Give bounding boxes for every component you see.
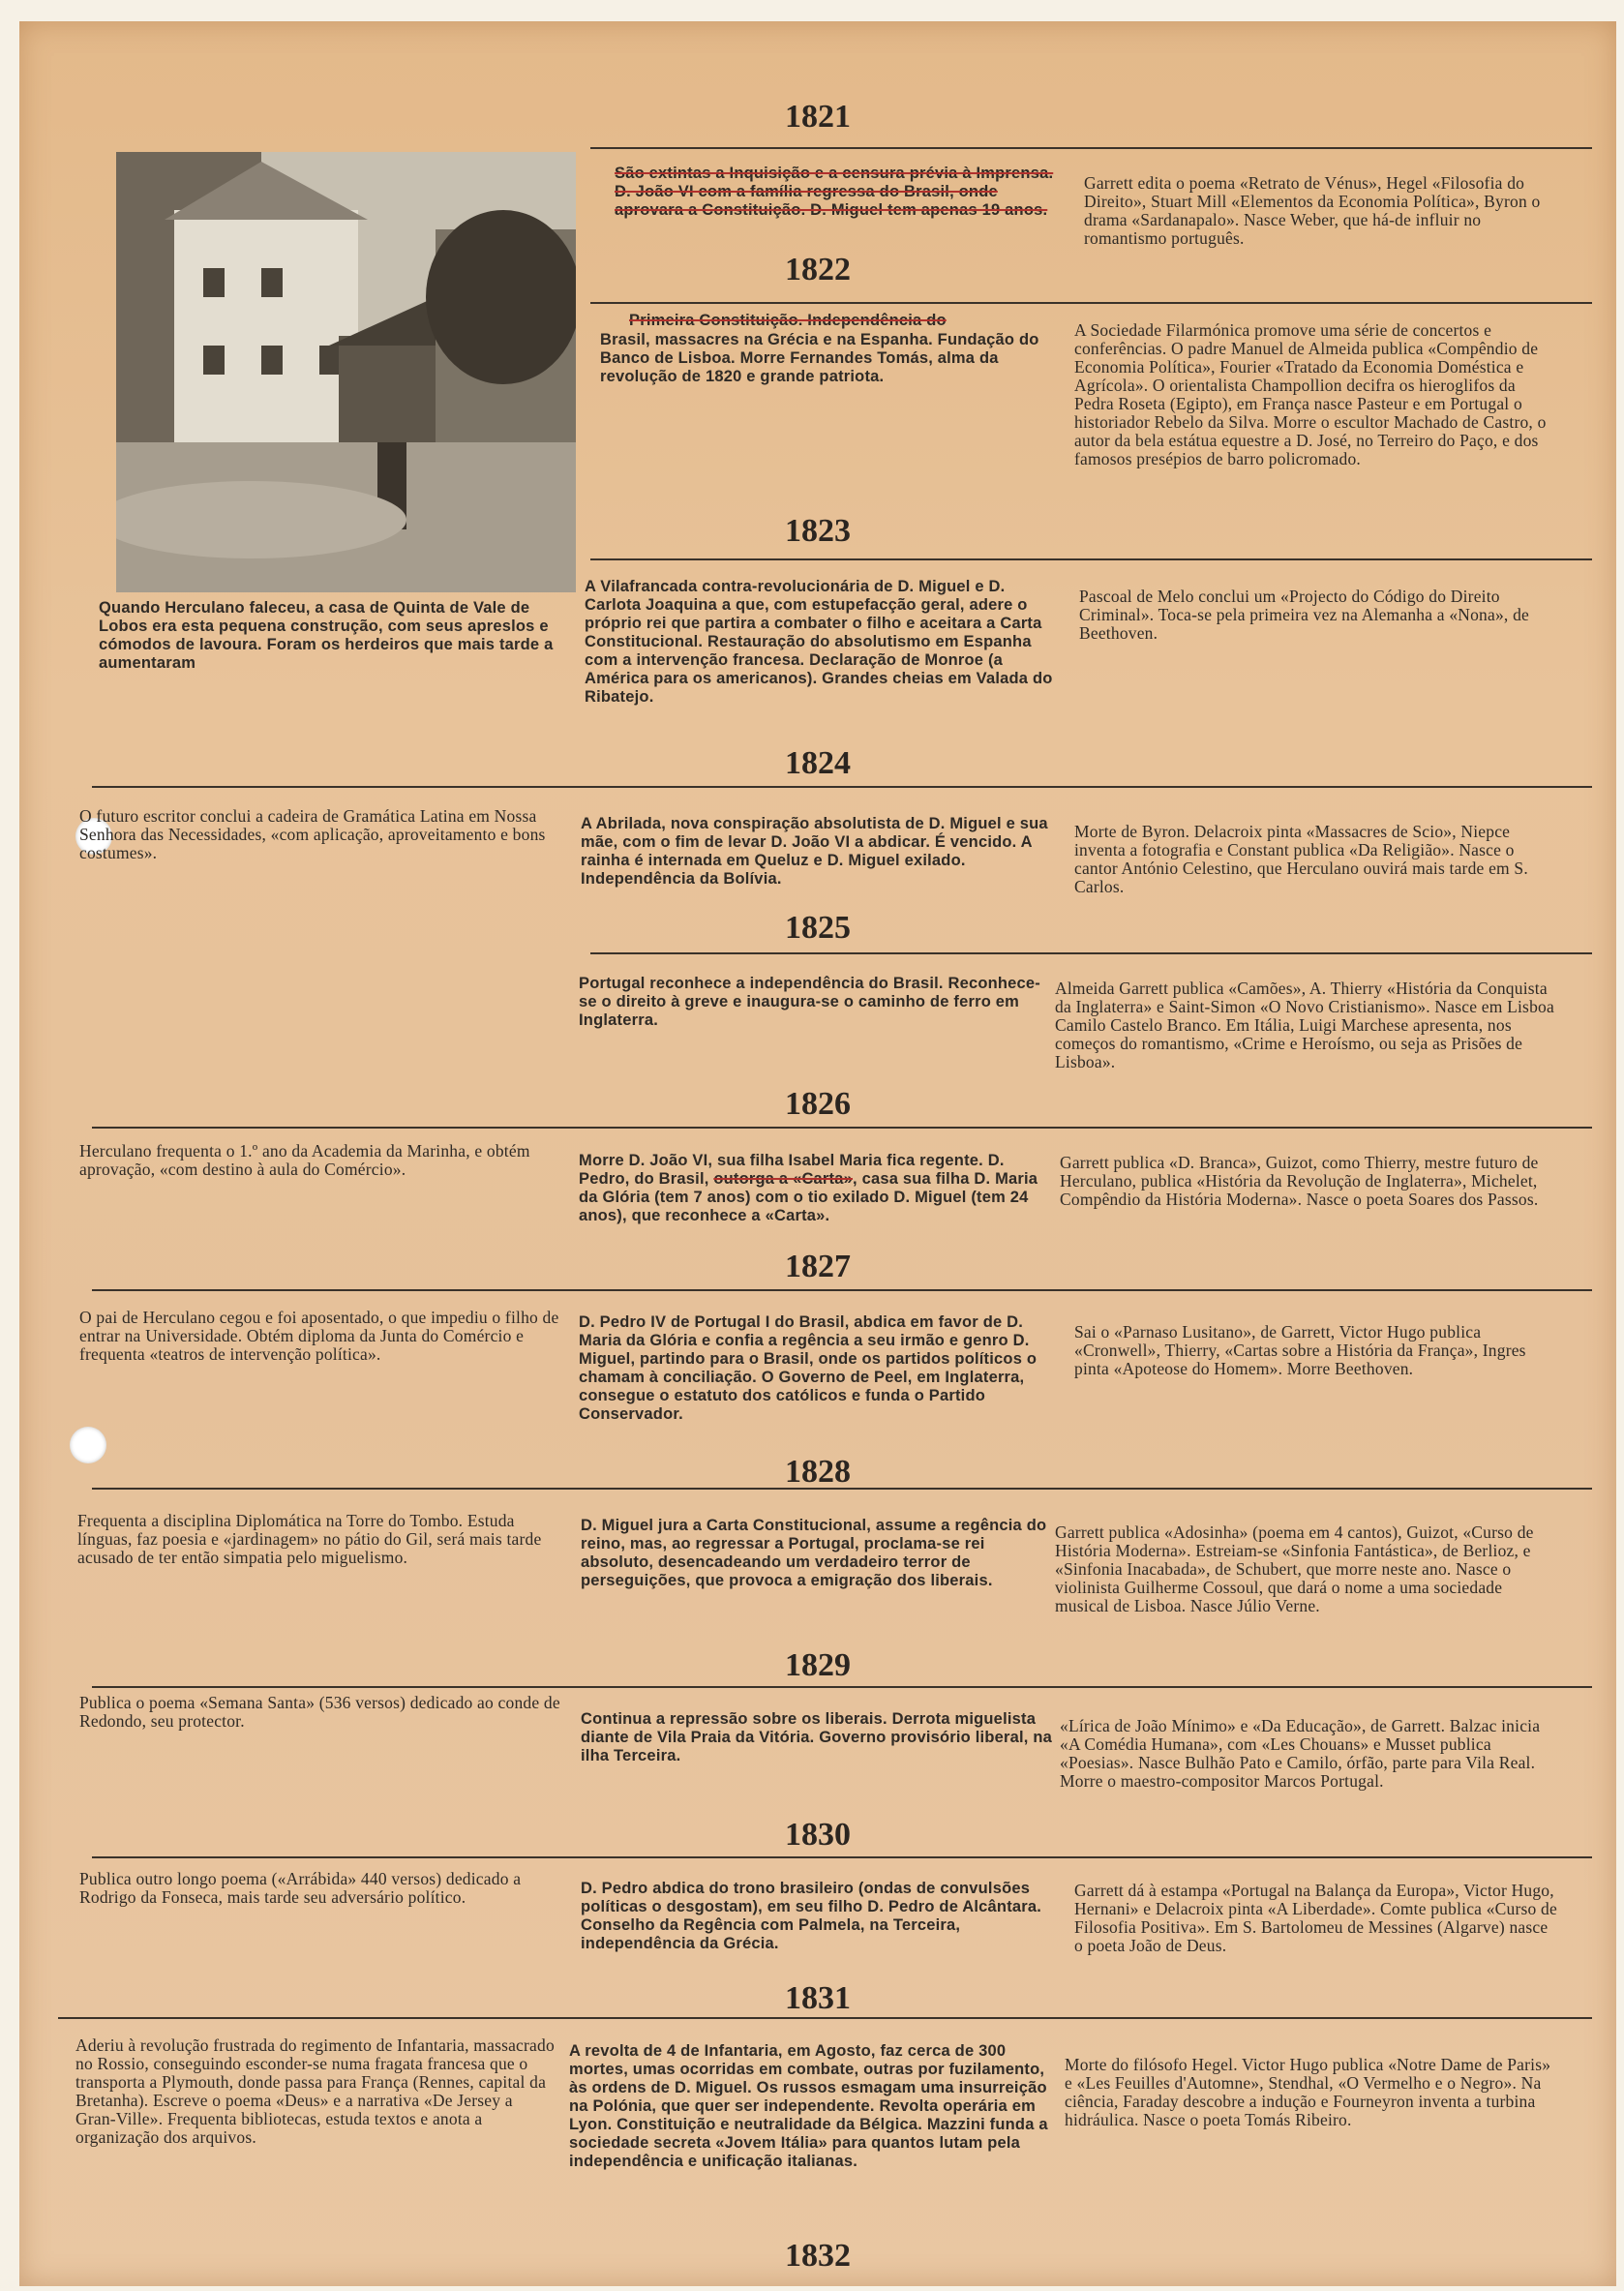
entry-portugal-struck: outorga a «Carta» — [713, 1170, 854, 1188]
entry-herculano: O pai de Herculano cegou e foi aposentado, o que impediu o filho de entrar na Universidade. Obtém diploma da Junta do Comércio e frequenta «teatros de intervenção política». — [79, 1308, 559, 1364]
divider — [92, 1686, 1592, 1688]
entry-herculano: Frequenta a disciplina Diplomática na Torre do Tombo. Estuda línguas, faz poesia e «jardinagem» no pátio do Gil, será mais tarde acusado de ter então simpatia pelo miguelismo. — [77, 1511, 542, 1567]
entry-world: Garrett publica «Adosinha» (poema em 4 cantos), Guizot, «Curso de História Moderna». Estreiam-se «Sinfonia Fantástica», de Berlioz, e «Sinfonia Inacabada», de Schubert, que morre neste ano. Nasce o violinista Guilherme Cossoul, que dará o nome a uma sociedade musical de Lisboa. Nasce Júlio Verne. — [1055, 1522, 1534, 1615]
entry-world: Garrett edita o poema «Retrato de Vénus», Hegel «Filosofia do Direito», Stuart Mill «Elementos da Economia Política», Byron o drama «Sardanapalo». Nasce Weber, que há-de influir no romantismo português. — [1084, 173, 1541, 248]
newspaper-page — [19, 21, 1616, 2286]
entry-portugal: São extintas a Inquisição e a censura prévia à Imprensa. D. João VI com a família regressa do Brasil, onde aprovara a Constituição. D. Miguel tem apenas 19 anos. — [615, 165, 1054, 219]
entry-portugal-struck: Primeira Constituição. Independência do — [629, 312, 947, 329]
entry-portugal-rest: , casa sua filha D. Maria da Glória (tem 7 anos) com o tio exilado D. Miguel (tem 24 anos), que reconhece a «Carta». — [579, 1170, 1038, 1224]
divider — [92, 786, 1592, 788]
year-heading: 1831 — [785, 1980, 851, 2016]
divider — [92, 1127, 1592, 1129]
entry-world: Morte de Byron. Delacroix pinta «Massacres de Scio», Niepce inventa a fotografia e Constant publica «Da Religião». Nasce o cantor António Celestino, que Herculano ouvirá mais tarde em S. Carlos. — [1074, 822, 1528, 896]
year-heading: 1822 — [785, 252, 851, 287]
year-heading: 1829 — [785, 1647, 851, 1683]
divider — [92, 1488, 1592, 1490]
entry-world: Almeida Garrett publica «Camões», A. Thierry «História da Conquista da Inglaterra» e Saint-Simon «O Novo Cristianismo». Nasce em Lisboa Camilo Castelo Branco. Em Itália, Luigi Marchese apresenta, nos começos do romantismo, «Crime e Heroísmo, ou seja as Prisões de Lisboa». — [1055, 979, 1554, 1071]
divider — [590, 952, 1592, 954]
entry-world: A Sociedade Filarmónica promove uma série de concertos e conferências. O padre Manuel de Almeida publica «Compêndio de Economia Política», Fourier «Tratado da Economia Doméstica e Agrícola». O orientalista Champollion decifra os hieroglifos da Pedra Roseta (Egipto), em França nasce Pasteur e em Portugal o historiador Rebelo da Silva. Morre o escultor Machado de Castro, o autor da bela estátua equestre a D. José, no Terreiro do Paço, e dos famosos presépios de barro policromado. — [1074, 320, 1547, 468]
entry-world: Garrett dá à estampa «Portugal na Balança da Europa», Victor Hugo, Hernani» e Delacroix pinta «A Liberdade». Comte publica «Curso de Filosofia Positiva». Em S. Bartolomeu de Messines (Algarve) nasce o poeta João de Deus. — [1074, 1881, 1557, 1955]
photo-caption: Quando Herculano faleceu, a casa de Quinta de Vale de Lobos era esta pequena construção, com seus apreslos e cómodos de lavoura. Foram os herdeiros que mais tarde a aumentaram — [99, 599, 554, 672]
entry-portugal: D. Pedro IV de Portugal I do Brasil, abdica em favor de D. Maria da Glória e confia a regência a seu irmão e genro D. Miguel, partindo para o Brasil, onde os partidos políticos o chamam à conciliação. O Governo de Peel, em Inglaterra, consegue o estatuto dos católicos e funda o Partido Conservador. — [579, 1313, 1038, 1423]
entry-herculano: Herculano frequenta o 1.º ano da Academia da Marinha, e obtém aprovação, «com destino à aula do Comércio». — [79, 1141, 530, 1179]
entry-portugal: A Abrilada, nova conspiração absolutista de D. Miguel e sua mãe, com o fim de levar D. João VI a abdicar. É vencido. A rainha é internada em Queluz e D. Miguel exilado. Independência da Bolívia. — [581, 815, 1048, 888]
year-heading: 1827 — [785, 1249, 851, 1284]
entry-world: Morte do filósofo Hegel. Victor Hugo publica «Notre Dame de Paris» e «Les Feuilles d'Automne», Stendhal, «O Vermelho e o Negro». Na ciência, Faraday descobre a indução e Fourneyron inventa a turbina hidráulica. Nasce o poeta Tomás Ribeiro. — [1065, 2055, 1551, 2129]
entry-portugal: D. Pedro abdica do trono brasileiro (ondas de convulsões políticas o desgostam), em seu filho D. Pedro de Alcântara. Conselho da Regência com Palmela, na Terceira, independência da Grécia. — [581, 1880, 1042, 1952]
entry-herculano: Publica outro longo poema («Arrábida» 440 versos) dedicado a Rodrigo da Fonseca, mais tarde seu adversário político. — [79, 1869, 522, 1907]
entry-portugal-text: Morre D. João VI, sua filha Isabel Maria fica regente. D. Pedro, do Brasil, — [579, 1152, 1005, 1188]
entry-world: «Lírica de João Mínimo» e «Da Educação», de Garrett. Balzac inicia «A Comédia Humana», com «Les Chouans» e Musset publica «Poesias». Nasce Bulhão Pato e Camilo, órfão, parte para Vila Real. Morre o maestro-compositor Marcos Portugal. — [1060, 1716, 1541, 1791]
year-heading: 1821 — [785, 99, 851, 135]
entry-world: Pascoal de Melo conclui um «Projecto do Código do Direito Criminal». Toca-se pela primeira vez na Alemanha a «Nona», de Beethoven. — [1079, 587, 1529, 643]
entry-herculano: Aderiu à revolução frustrada do regimento de Infantaria, massacrado no Rossio, conseguindo esconder-se numa fragata francesa que o transporta a Plymouth, donde passa para França (Rennes, capital da Bretanha). Escreve o poema «Deus» e a narrativa «De Jersey a Gran-Ville». Frequenta bibliotecas, estuda textos e anota a organização dos arquivos. — [75, 2035, 555, 2147]
entry-world: Garrett publica «D. Branca», Guizot, como Thierry, mestre futuro de Herculano, publica «História da Revolução de Inglaterra», Michelet, Compêndio da História Moderna». Nasce o poeta Soares dos Passos. — [1060, 1153, 1539, 1209]
year-heading: 1830 — [785, 1817, 851, 1853]
entry-portugal — [579, 1152, 1053, 1225]
entry-portugal: Continua a repressão sobre os liberais. Derrota miguelista diante de Vila Praia da Vitória. Governo provisório liberal, na ilha Terceira. — [581, 1710, 1052, 1764]
year-heading: 1824 — [785, 745, 851, 781]
entry-herculano: Publica o poema «Semana Santa» (536 versos) dedicado ao conde de Redondo, seu protector. — [79, 1693, 560, 1731]
divider — [590, 558, 1592, 560]
year-heading: 1828 — [785, 1454, 851, 1490]
divider — [92, 1289, 1592, 1291]
divider — [590, 302, 1592, 304]
entry-portugal: A revolta de 4 de Infantaria, em Agosto, faz cerca de 300 mortes, umas ocorridas em combate, outras por fuzilamento, às ordens de D. Miguel. Os russos esmagam uma insurreição na Polónia, que quer ser independente. Revolta operária em Lyon. Constituição e neutralidade da Bélgica. Mazzini funda a sociedade secreta «Jovem Itália» para quantos lutam pela independência e unificação italianas. — [569, 2042, 1048, 2170]
year-heading: 1825 — [785, 910, 851, 946]
year-heading: 1823 — [785, 513, 851, 549]
divider — [92, 1856, 1592, 1858]
entry-portugal: Portugal reconhece a independência do Brasil. Reconhece-se o direito à greve e inaugura-se o caminho de ferro em Inglaterra. — [579, 975, 1040, 1029]
entry-portugal: Brasil, massacres na Grécia e na Espanha. Fundação do Banco de Lisboa. Morre Fernandes Tomás, alma da revolução de 1820 e grande patriota. — [600, 331, 1039, 385]
year-heading: 1826 — [785, 1086, 851, 1122]
divider — [590, 147, 1592, 149]
divider — [58, 2017, 1592, 2019]
entry-portugal: D. Miguel jura a Carta Constitucional, assume a regência do reino, mas, ao regressar a Portugal, proclama-se rei absoluto, desencadeando um verdadeiro terror de perseguições, que provoca a emigração dos liberais. — [581, 1517, 1047, 1589]
entry-world: Sai o «Parnaso Lusitano», de Garrett, Victor Hugo publica «Cronwell», Thierry, «Cartas sobre a História da França», Ingres pinta «Apoteose do Homem». Morre Beethoven. — [1074, 1322, 1526, 1378]
year-heading: 1832 — [785, 2238, 851, 2274]
entry-herculano: O futuro escritor conclui a cadeira de Gramática Latina em Nossa Senhora das Necessidades, «com aplicação, aproveitamento e bons costumes». — [79, 806, 546, 862]
entry-portugal: A Vilafrancada contra-revolucionária de D. Miguel e D. Carlota Joaquina a que, com estupefacção geral, adere o próprio rei que partira a combater o filho e aceitara a Carta Constitucional. Restauração do absolutismo em Espanha com a intervenção francesa. Declaração de Monroe (a América para os americanos). Grandes cheias em Valada do Ribatejo. — [585, 578, 1053, 706]
